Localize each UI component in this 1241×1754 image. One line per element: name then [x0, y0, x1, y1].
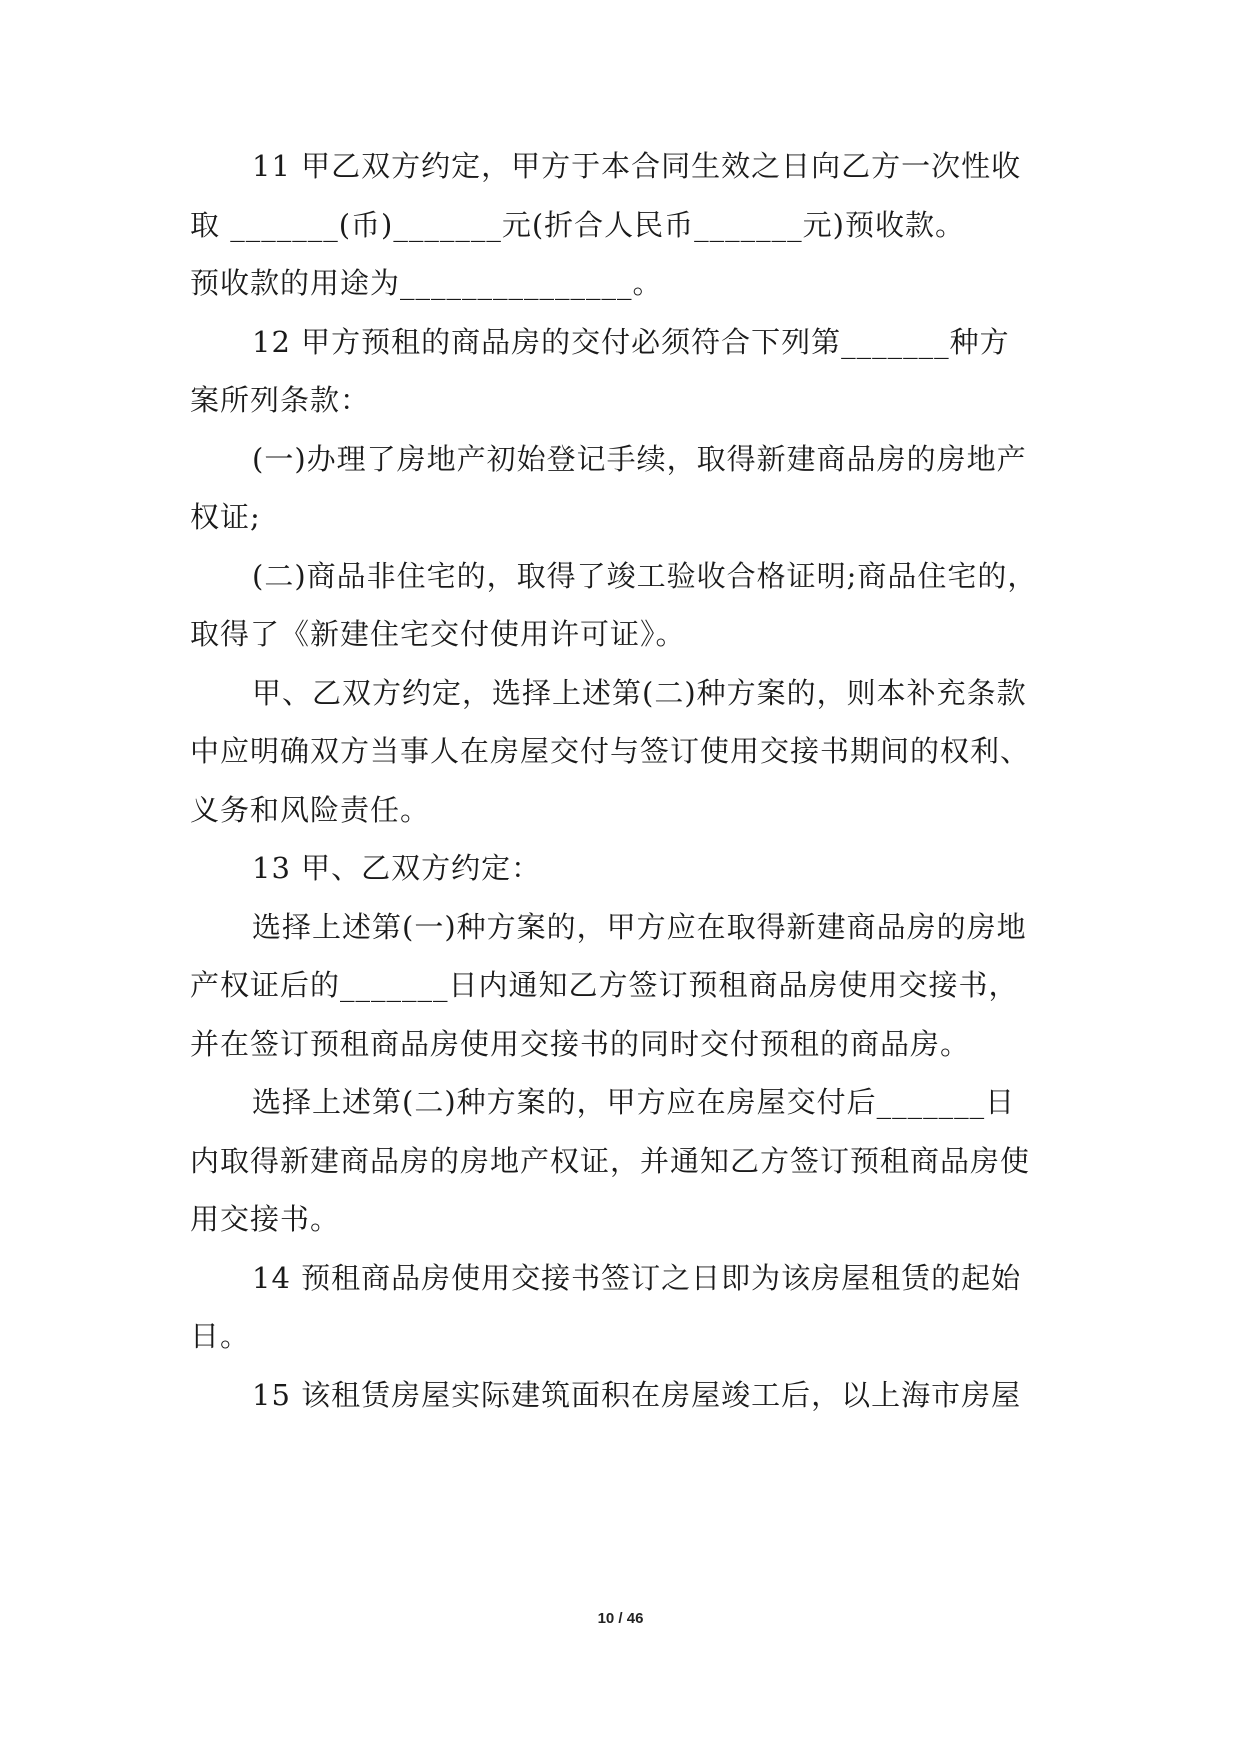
text-line: 义务和风险责任。: [190, 793, 431, 827]
text-line: (一)办理了房地产初始登记手续，取得新建商品房的房地产: [252, 442, 1027, 476]
text-line: 产权证后的_______日内通知乙方签订预租商品房使用交接书，: [190, 968, 1019, 1002]
text-line: 取得了《新建住宅交付使用许可证》。: [190, 617, 686, 651]
text-line: 用交接书。: [190, 1202, 341, 1236]
text-line: 权证;: [190, 500, 261, 534]
text-line: 并在签订预租商品房使用交接书的同时交付预租的商品房。: [190, 1027, 971, 1061]
text-line: 选择上述第(一)种方案的，甲方应在取得新建商品房的房地: [252, 910, 1027, 944]
text-line: 内取得新建商品房的房地产权证，并通知乙方签订预租商品房使: [190, 1144, 1031, 1178]
text-line: 案所列条款：: [190, 383, 371, 417]
text-line: 中应明确双方当事人在房屋交付与签订使用交接书期间的权利、: [190, 734, 1031, 768]
text-line: 15 该租赁房屋实际建筑面积在房屋竣工后，以上海市房屋: [252, 1378, 1022, 1412]
page-number: 10 / 46: [597, 1610, 644, 1627]
text-line: 12 甲方预租的商品房的交付必须符合下列第_______种方: [252, 325, 1010, 359]
text-line: 预收款的用途为_______________。: [190, 266, 663, 300]
text-line: 日。: [190, 1319, 251, 1353]
text-line: 甲、乙双方约定，选择上述第(二)种方案的，则本补充条款: [252, 676, 1027, 710]
text-line: 11 甲乙双方约定，甲方于本合同生效之日向乙方一次性收: [252, 149, 1022, 183]
text-line: 选择上述第(二)种方案的，甲方应在房屋交付后_______日: [252, 1085, 1016, 1119]
text-line: 14 预租商品房使用交接书签订之日即为该房屋租赁的起始: [252, 1261, 1022, 1295]
text-line: 13 甲、乙双方约定：: [252, 851, 542, 885]
text-line: 取 _______(币)_______元(折合人民币_______元)预收款。: [190, 208, 965, 242]
text-line: (二)商品非住宅的，取得了竣工验收合格证明;商品住宅的，: [252, 559, 1038, 593]
